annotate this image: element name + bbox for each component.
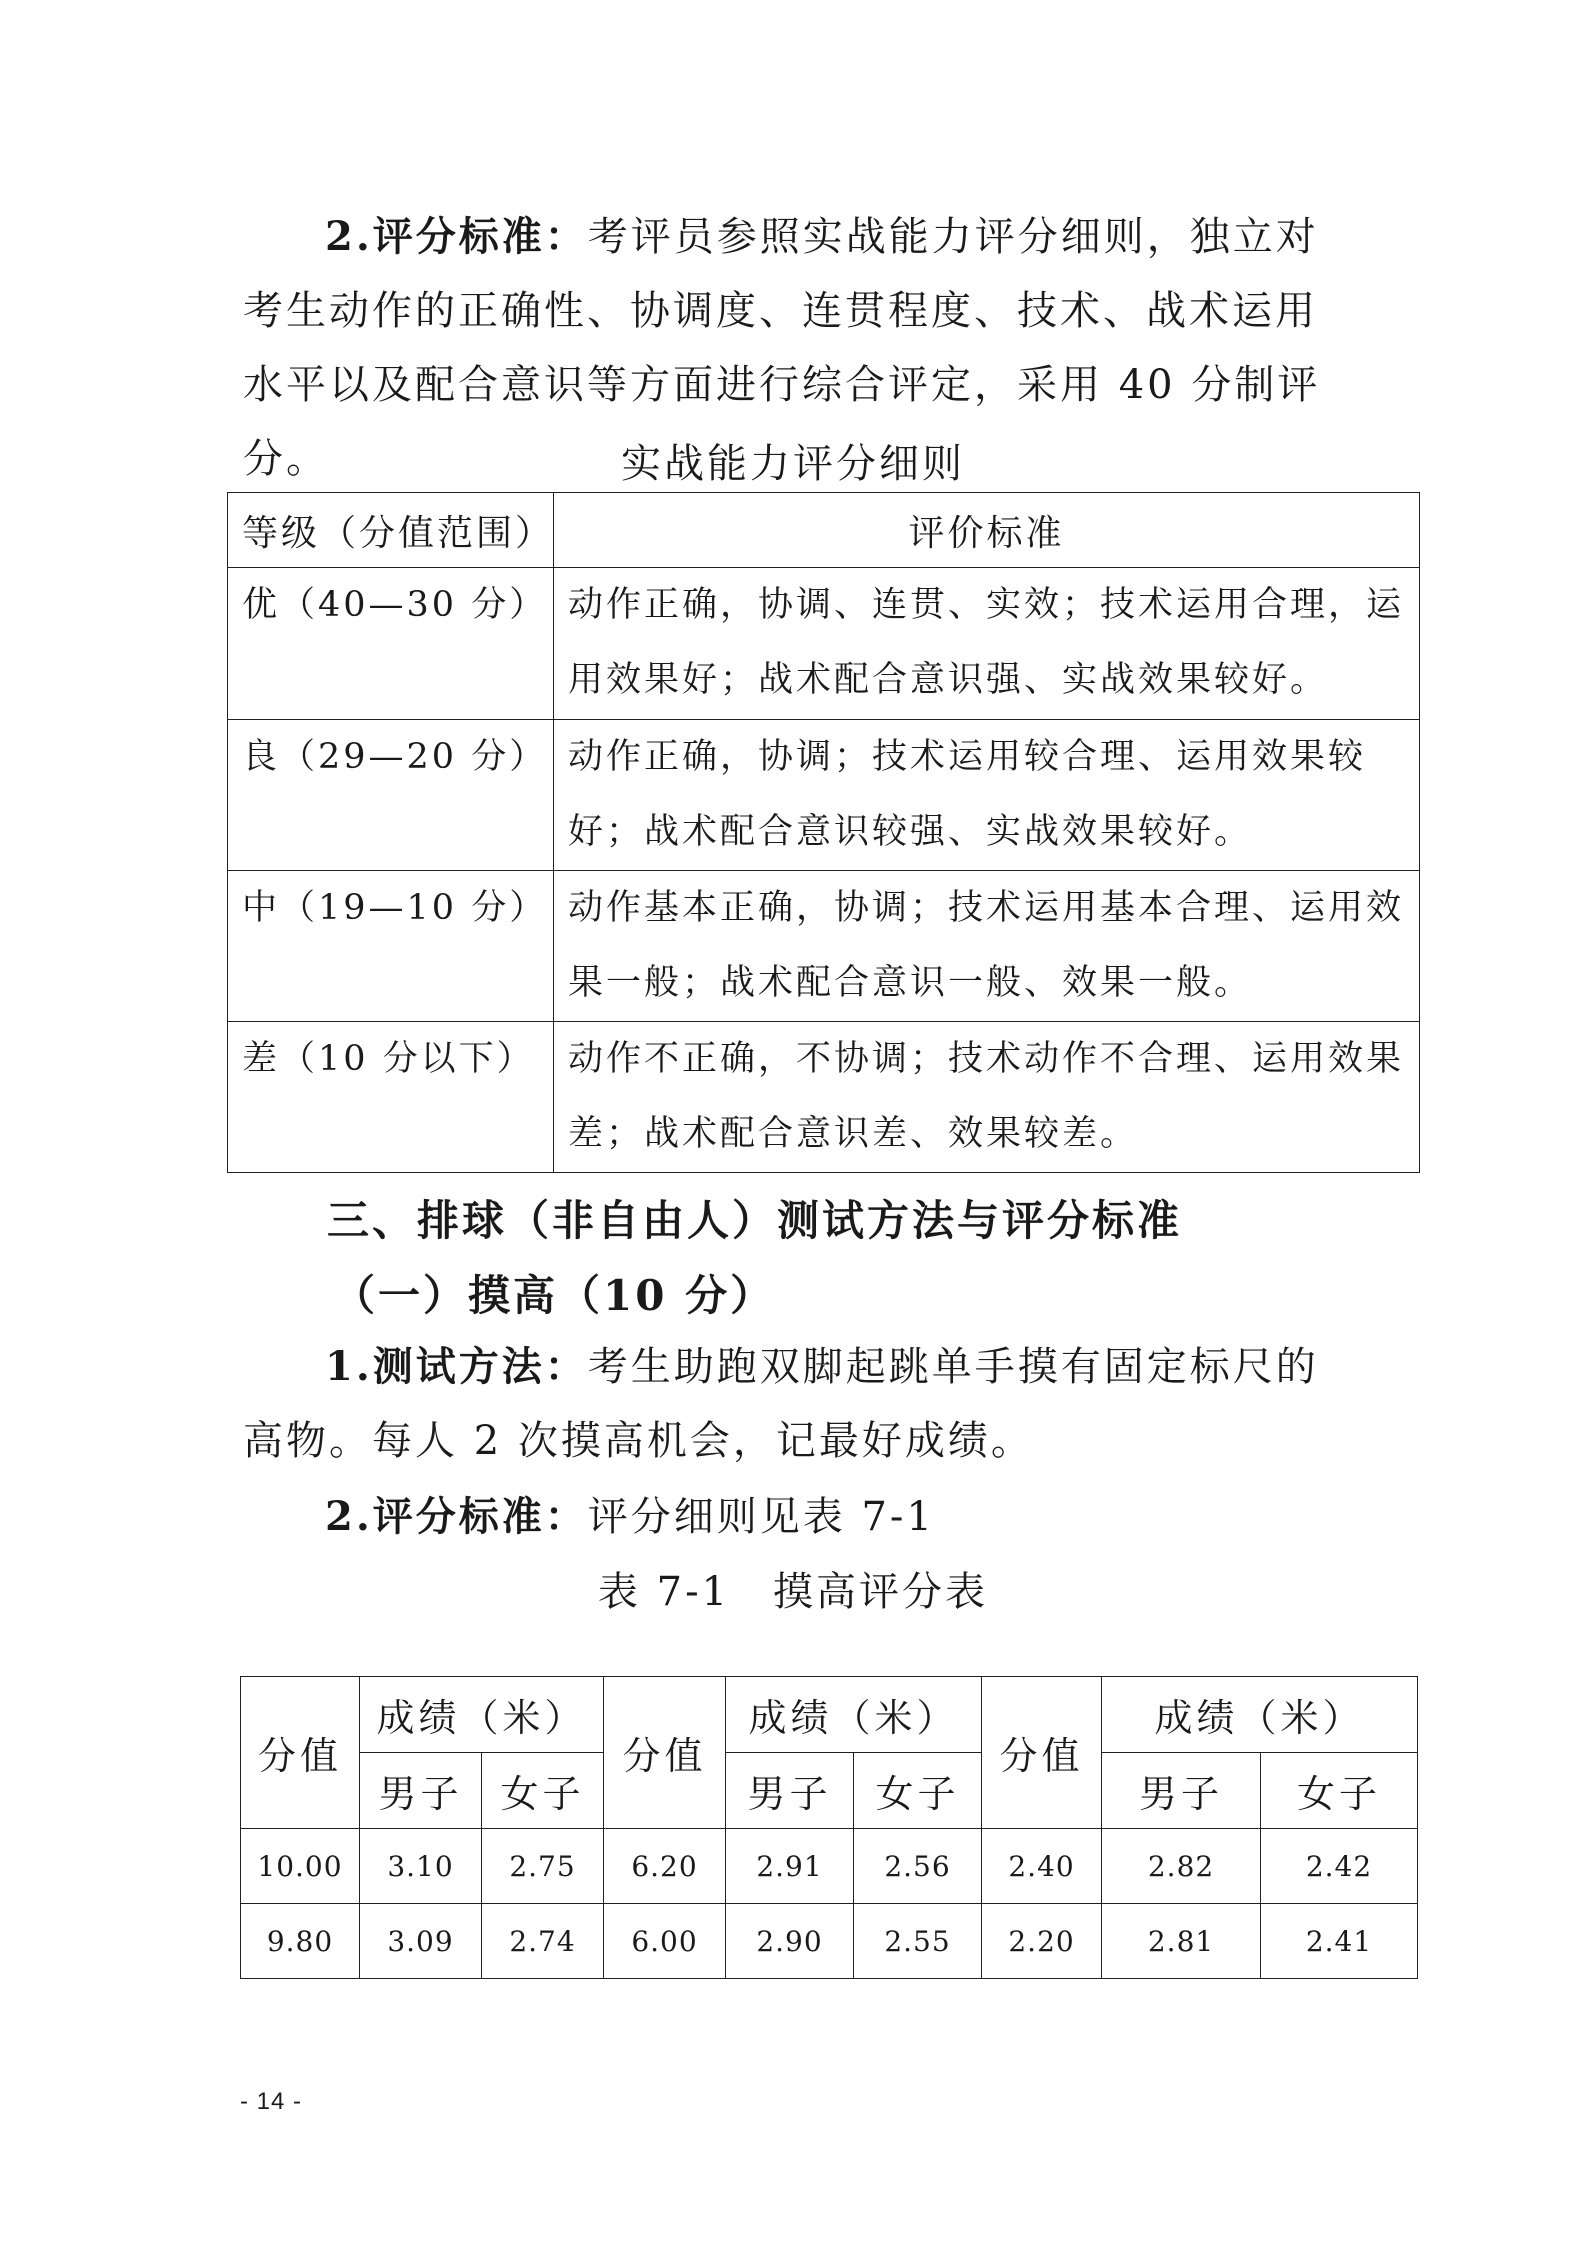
male-result-cell: 2.81 (1102, 1904, 1261, 1979)
subsection-heading-touch-height: （一）摸高（10 分） (333, 1271, 776, 1320)
table-row (228, 1022, 1420, 1173)
score-cell: 10.00 (241, 1829, 360, 1904)
test-method-paragraph (243, 1330, 1343, 1478)
male-header: 男子 (360, 1753, 482, 1829)
section-heading-volleyball: 三、排球（非自由人）测试方法与评分标准 (327, 1196, 1183, 1245)
score-cell: 9.80 (241, 1904, 360, 1979)
score-header: 分值 (982, 1677, 1102, 1829)
page-number: - 14 - (240, 2088, 303, 2115)
table-row (241, 1829, 1418, 1904)
combat-scoring-table (227, 492, 1420, 1173)
male-header: 男子 (726, 1753, 854, 1829)
male-result-cell: 2.82 (1102, 1829, 1261, 1904)
male-result-cell: 3.09 (360, 1904, 482, 1979)
criteria-cell: 动作正确，协调、连贯、实效；技术运用合理，运用效果好；战术配合意识强、实战效果较好。 (554, 568, 1420, 720)
female-result-cell: 2.75 (482, 1829, 604, 1904)
result-header: 成绩（米） (1102, 1677, 1418, 1753)
touch-height-table (240, 1676, 1418, 1979)
table-row (228, 568, 1420, 720)
female-result-cell: 2.55 (854, 1904, 982, 1979)
scoring-reference-lead: 2.评分标准： (325, 1493, 588, 1540)
female-header: 女子 (482, 1753, 604, 1829)
grade-cell: 优（40—30 分） (228, 568, 554, 720)
scoring-standard-lead: 2.评分标准： (325, 213, 588, 260)
female-result-cell: 2.56 (854, 1829, 982, 1904)
scoring-reference-paragraph (325, 1480, 1425, 1554)
score-cell: 2.40 (982, 1829, 1102, 1904)
male-result-cell: 3.10 (360, 1829, 482, 1904)
touch-table-caption: 表 7-1 摸高评分表 (597, 1569, 989, 1615)
score-cell: 6.20 (604, 1829, 726, 1904)
scoring-reference-text: 评分细则见表 7-1 (587, 1494, 935, 1540)
female-result-cell: 2.74 (482, 1904, 604, 1979)
grade-cell: 中（19—10 分） (228, 871, 554, 1022)
grade-cell: 良（29—20 分） (228, 720, 554, 871)
table-header-row (228, 493, 1420, 568)
criteria-cell: 动作不正确，不协调；技术动作不合理、运用效果差；战术配合意识差、效果较差。 (554, 1022, 1420, 1173)
result-header: 成绩（米） (726, 1677, 982, 1753)
male-result-cell: 2.91 (726, 1829, 854, 1904)
criteria-cell: 动作基本正确，协调；技术运用基本合理、运用效果一般；战术配合意识一般、效果一般。 (554, 871, 1420, 1022)
male-result-cell: 2.90 (726, 1904, 854, 1979)
female-result-cell: 2.42 (1261, 1829, 1418, 1904)
test-method-lead: 1.测试方法： (325, 1343, 588, 1390)
table-header-row (241, 1753, 1418, 1829)
test-method-text: 考生助跑双脚起跳单手摸有固定标尺的高物。每人 2 次摸高机会，记最好成绩。 (243, 1344, 1319, 1464)
score-cell: 6.00 (604, 1904, 726, 1979)
result-header: 成绩（米） (360, 1677, 604, 1753)
combat-table-caption: 实战能力评分细则 (621, 441, 965, 487)
table-row (228, 720, 1420, 871)
score-header: 分值 (604, 1677, 726, 1829)
table-row (228, 871, 1420, 1022)
score-cell: 2.20 (982, 1904, 1102, 1979)
female-header: 女子 (854, 1753, 982, 1829)
table-header-row (241, 1677, 1418, 1753)
table-row (241, 1904, 1418, 1979)
score-header: 分值 (241, 1677, 360, 1829)
male-header: 男子 (1102, 1753, 1261, 1829)
criteria-header: 评价标准 (554, 493, 1420, 568)
female-header: 女子 (1261, 1753, 1418, 1829)
female-result-cell: 2.41 (1261, 1904, 1418, 1979)
grade-cell: 差（10 分以下） (228, 1022, 554, 1173)
grade-header: 等级（分值范围） (228, 493, 554, 568)
criteria-cell: 动作正确，协调；技术运用较合理、运用效果较好；战术配合意识较强、实战效果较好。 (554, 720, 1420, 871)
scoring-standard-text: 考评员参照实战能力评分细则，独立对考生动作的正确性、协调度、连贯程度、技术、战术运用水平以及配合意识等方面进行综合评定，采用 40 分制评分。 (243, 214, 1321, 482)
